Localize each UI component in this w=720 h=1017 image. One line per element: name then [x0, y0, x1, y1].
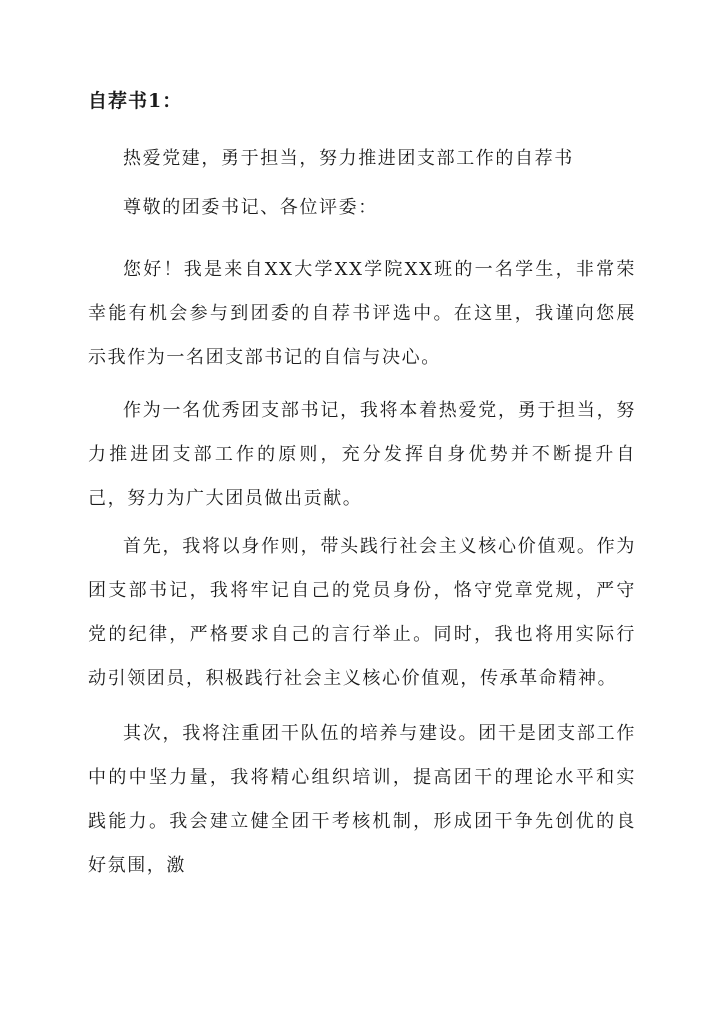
- document-title: 自荐书1：: [88, 90, 183, 112]
- intro-paragraph: 作为一名优秀团支部书记，我将本着热爱党，勇于担当，努力推进团支部工作的原则，充分发挥自身优势并不断提升自己，努力为广大团员做出贡献。: [88, 400, 636, 509]
- second-point-paragraph: 其次，我将注重团干队伍的培养与建设。团干是团支部工作中的中坚力量，我将精心组织培训，提高团干的理论水平和实践能力。我会建立健全团干考核机制，形成团干争先创优的良好氛围，激: [88, 723, 636, 876]
- salutation-paragraph: 尊敬的团委书记、各位评委：: [123, 197, 378, 218]
- document-subtitle: 热爱党建，勇于担当，努力推进团支部工作的自荐书: [123, 148, 574, 169]
- first-point-paragraph: 首先，我将以身作则，带头践行社会主义核心价值观。作为团支部书记，我将牢记自己的党员身份，恪守党章党规，严守党的纪律，严格要求自己的言行举止。同时，我也将用实际行动引领团员，积极践行社会主义核心价值观，传承革命精神。: [88, 536, 636, 689]
- greeting-paragraph: 您好！我是来自XX大学XX学院XX班的一名学生，非常荣幸能有机会参与到团委的自荐书评选中。在这里，我谨向您展示我作为一名团支部书记的自信与决心。: [88, 259, 636, 368]
